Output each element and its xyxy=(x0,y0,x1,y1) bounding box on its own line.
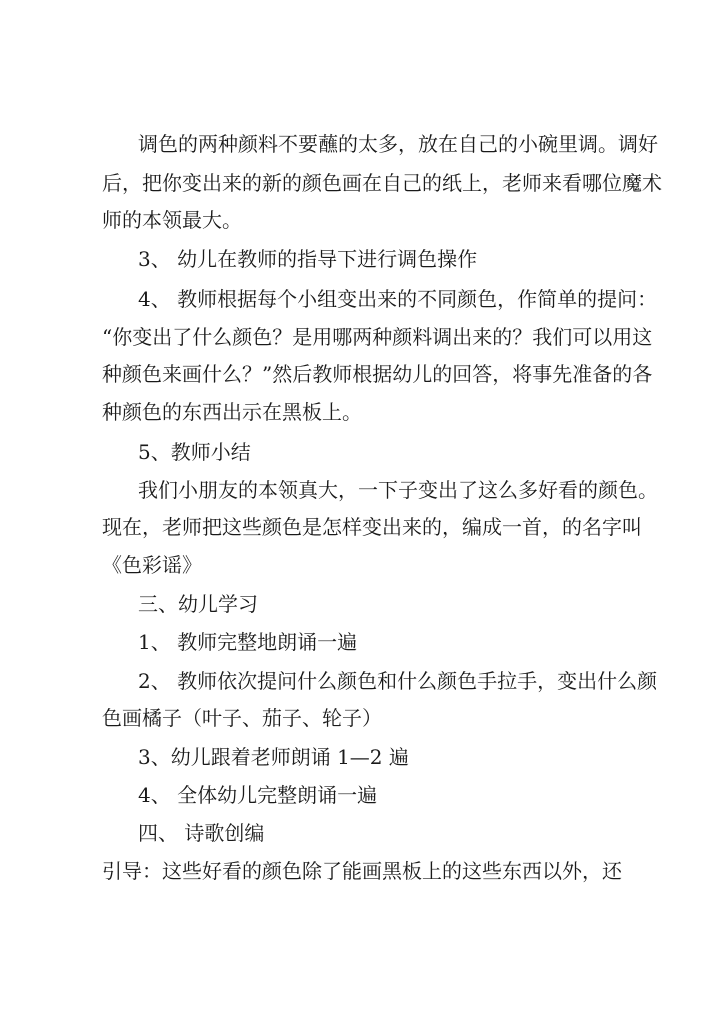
list-item-3: 3、 幼儿在教师的指导下进行调色操作 xyxy=(138,247,478,271)
paragraph-line: 种颜色来画什么？”然后教师根据幼儿的回答，将事先准备的各 xyxy=(102,362,653,386)
paragraph-line: 种颜色的东西出示在黑板上。 xyxy=(102,400,362,424)
paragraph-line: “你变出了什么颜色？是用哪两种颜料调出来的？我们可以用这 xyxy=(102,325,653,349)
section-heading: 四、 诗歌创编 xyxy=(138,821,265,845)
paragraph-line: 现在，老师把这些颜色是怎样变出来的，编成一首，的名字叫 xyxy=(102,515,642,539)
list-item-2: 2、 教师依次提问什么颜色和什么颜色手拉手，变出什么颜 xyxy=(138,669,658,693)
paragraph-line: 色画橘子（叶子、茄子、轮子） xyxy=(102,706,382,730)
paragraph-line: 后，把你变出来的新的颜色画在自己的纸上，老师来看哪位魔术 xyxy=(102,171,662,195)
list-item-3: 3、幼儿跟着老师朗诵 1—2 遍 xyxy=(138,745,409,769)
paragraph-line: 我们小朋友的本领真大，一下子变出了这么多好看的颜色。 xyxy=(138,478,658,502)
list-item-4: 4、 教师根据每个小组变出来的不同颜色，作简单的提问： xyxy=(138,287,658,311)
paragraph-line: 师的本领最大。 xyxy=(102,208,242,232)
list-item-4: 4、 全体幼儿完整朗诵一遍 xyxy=(138,783,378,807)
section-heading: 三、幼儿学习 xyxy=(138,592,258,616)
list-item-5: 5、教师小结 xyxy=(138,440,251,464)
list-item-1: 1、 教师完整地朗诵一遍 xyxy=(138,630,358,654)
paragraph-line: 引导：这些好看的颜色除了能画黑板上的这些东西以外，还 xyxy=(102,859,622,883)
paragraph-line: 调色的两种颜料不要蘸的太多，放在自己的小碗里调。调好 xyxy=(138,132,658,156)
paragraph-line: 《色彩谣》 xyxy=(102,553,202,577)
